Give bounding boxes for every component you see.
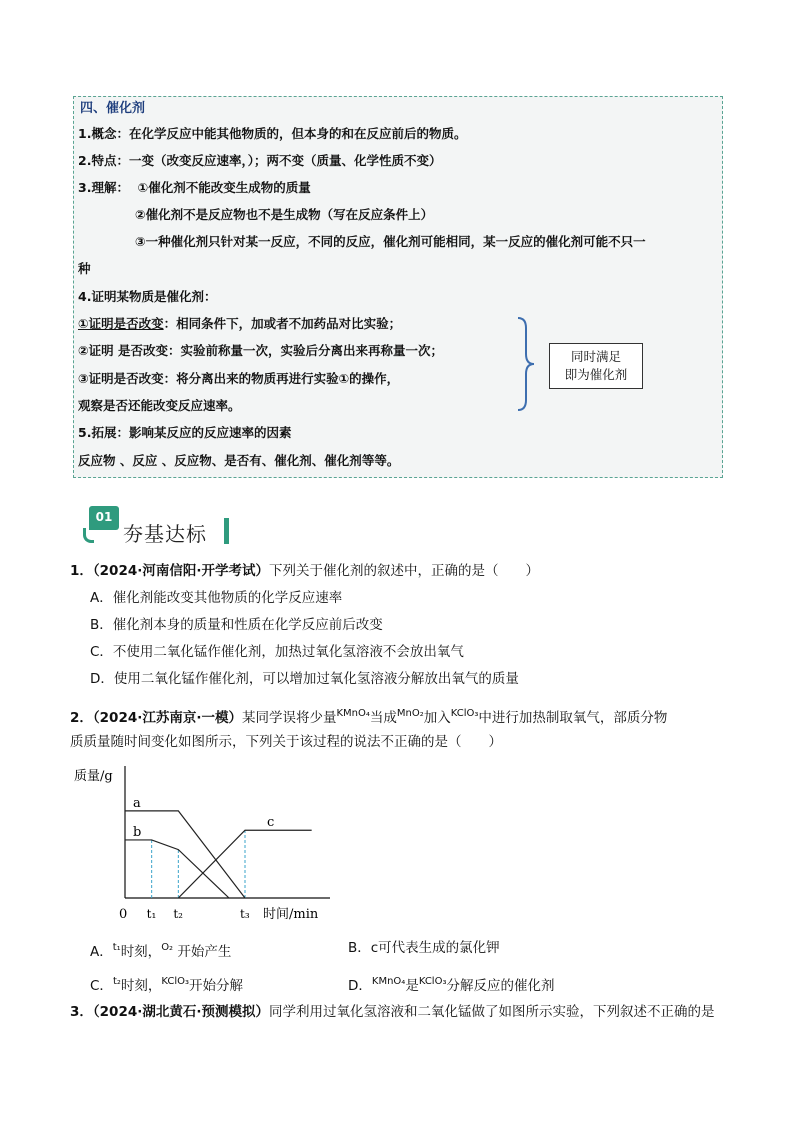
understanding-line-2: ②催化剂不是反应物也不是生成物（写在反应条件上）	[135, 207, 434, 222]
q2-option-c[interactable]: C．$^{t_2}$时刻，$^{KClO_3}$开始分解	[90, 976, 244, 994]
q1-option-c[interactable]: C．不使用二氧化锰作催化剂，加热过氧化氢溶液不会放出氧气	[90, 644, 464, 660]
prove-line-4: 观察是否还能改变反应速率。	[78, 398, 241, 413]
understanding-line-3: ③一种催化剂只针对某一反应，不同的反应，催化剂可能相同，某一反应的催化剂可能不只一	[135, 234, 646, 249]
q2-option-b[interactable]: B．c可代表生成的氯化钾	[348, 940, 500, 956]
condition-box: 同时满足 即为催化剂	[549, 343, 643, 389]
series-line-b	[125, 840, 229, 898]
concept-line: 1.概念：在化学反应中能其他物质的，但本身的和在反应前后的物质。	[78, 126, 467, 141]
q2-option-a[interactable]: A．$^{t_1}$时刻，$^{O_2}$ 开始产生	[90, 942, 232, 960]
mass-time-chart	[70, 758, 340, 928]
q1-option-b[interactable]: B．催化剂本身的质量和性质在化学反应前后改变	[90, 617, 383, 633]
section-tail-icon	[83, 528, 94, 543]
series-label-a: a	[133, 795, 141, 811]
section-title: 夯基达标	[123, 522, 207, 546]
section-bar	[224, 518, 229, 544]
x-axis-label: 时间/min	[263, 907, 319, 922]
q2-option-d[interactable]: D．$^{KMnO_4}$是$^{KClO_3}$分解反应的催化剂	[348, 976, 555, 994]
question-3: 3．（2024·湖北黄石·预测模拟）同学利用过氧化氢溶液和二氧化锰做了如图所示实验，下列叙述不正确的是	[70, 1004, 715, 1020]
x-tick-label: t₂	[173, 907, 183, 921]
section-header	[83, 506, 233, 550]
prove-line-1: ①证明是否改变：相同条件下，加或者不加药品对比实验；	[78, 316, 402, 331]
x-tick-label: t₁	[146, 907, 157, 921]
question-2-line-2: 质质量随时间变化如图所示，下列关于该过程的说法不正确的是（ ）	[70, 734, 502, 750]
prove-line-2: ②证明 是否改变：实验前称量一次，实验后分离出来再称量一次；	[78, 343, 443, 358]
prove-line-3: ③证明是否改变：将分离出来的物质再进行实验①的操作，	[78, 371, 400, 386]
question-2: 2．（2024·江苏南京·一模）某同学误将少量$^{KMnO_4}$当成$^{MnO_2}$加入$^{KClO_3}$中进行加热制取氧气，部质分物	[70, 708, 668, 726]
understanding-line-1: 3.理解： ①催化剂不能改变生成物的质量	[78, 180, 311, 195]
understanding-line-3-cont: 种	[78, 261, 91, 276]
series-label-c: c	[267, 815, 275, 831]
question-1: 1．（2024·河南信阳·开学考试）下列关于催化剂的叙述中，正确的是（ ）	[70, 563, 539, 579]
series-line-a	[125, 811, 245, 898]
extend-line: 反应物 、反应 、反应物、是否有、催化剂、催化剂等等。	[78, 453, 400, 468]
q1-option-d[interactable]: D．使用二氧化锰作催化剂，可以增加过氧化氢溶液分解放出氧气的质量	[90, 671, 519, 687]
series-label-b: b	[133, 824, 142, 840]
box-title: 四、催化剂	[80, 101, 146, 116]
section-badge: 01	[89, 506, 119, 530]
prove-title: 4.证明某物质是催化剂：	[78, 289, 217, 304]
extend-title: 5.拓展：影响某反应的反应速率的因素	[78, 425, 292, 440]
q1-option-a[interactable]: A．催化剂能改变其他物质的化学反应速率	[90, 590, 343, 606]
curly-brace-icon	[514, 316, 536, 412]
y-axis-label: 质量/g	[74, 769, 113, 784]
origin-label: 0	[119, 907, 128, 922]
features-line: 2.特点：一变（改变反应速率，）；两不变（质量、化学性质不变）	[78, 153, 442, 168]
x-tick-label: t₃	[240, 907, 250, 921]
